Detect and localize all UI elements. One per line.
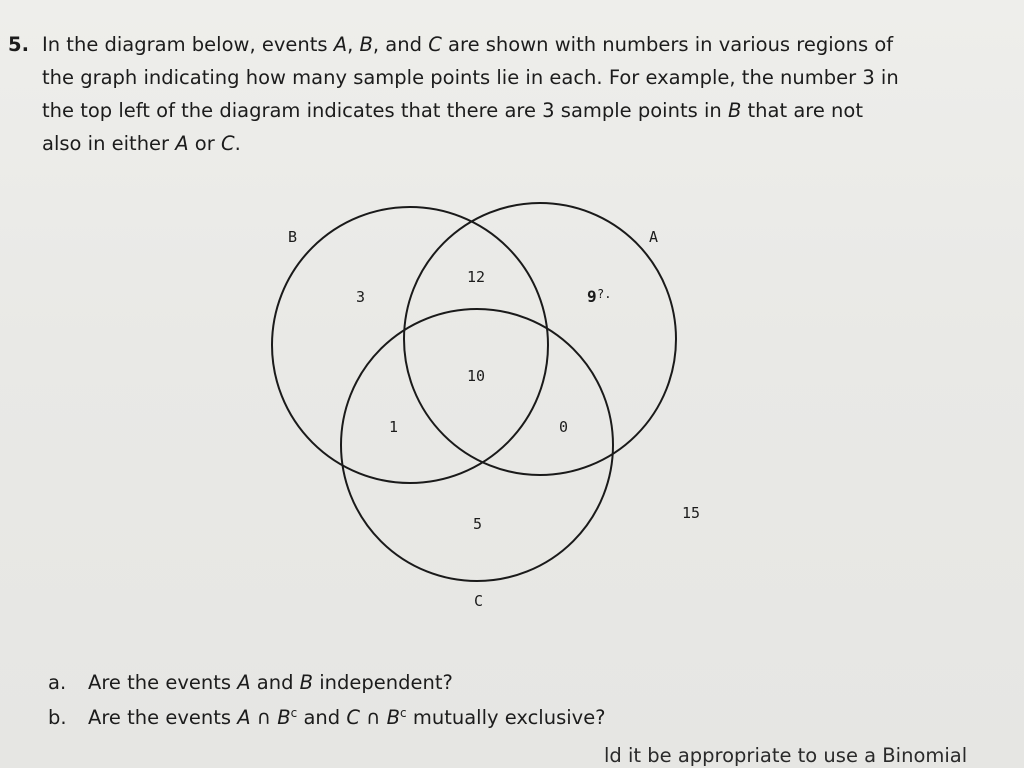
next-problem-cutoff-text: ld it be appropriate to use a Binomial <box>604 744 968 767</box>
region-b-and-c-only: 1 <box>389 418 399 436</box>
region-a-only-mark: ?. <box>597 287 612 301</box>
circle-a <box>404 203 676 475</box>
question-b: b. Are the events A ∩ $B^c$ and C ∩ $B^c$ mutually exclusive? <box>48 706 606 729</box>
region-a-and-b-only: 12 <box>467 268 486 286</box>
region-a-b-c: 10 <box>467 367 486 385</box>
circle-c <box>341 309 613 581</box>
set-label-c: C <box>474 592 484 610</box>
region-a-only: 9 <box>587 287 597 306</box>
problem-line-3: the top left of the diagram indicates that there are 3 sample points in B that are not <box>42 99 863 122</box>
set-label-a: A <box>649 228 659 246</box>
region-c-only: 5 <box>473 515 483 533</box>
set-label-b: B <box>288 228 298 246</box>
sub-questions <box>48 668 606 733</box>
problem-line-1: In the diagram below, events A, B, and C are shown with numbers in various regions of <box>42 33 894 56</box>
problem-number: 5. <box>8 33 29 56</box>
region-b-only: 3 <box>356 288 366 306</box>
problem-line-4: also in either A or C. <box>42 132 241 155</box>
circle-b <box>272 207 548 483</box>
region-outside: 15 <box>682 504 701 522</box>
question-a: a. Are the events A and B independent? <box>48 671 453 694</box>
problem-line-2: the graph indicating how many sample points lie in each. For example, the number 3 in <box>42 66 899 89</box>
region-a-and-c-only: 0 <box>559 418 569 436</box>
